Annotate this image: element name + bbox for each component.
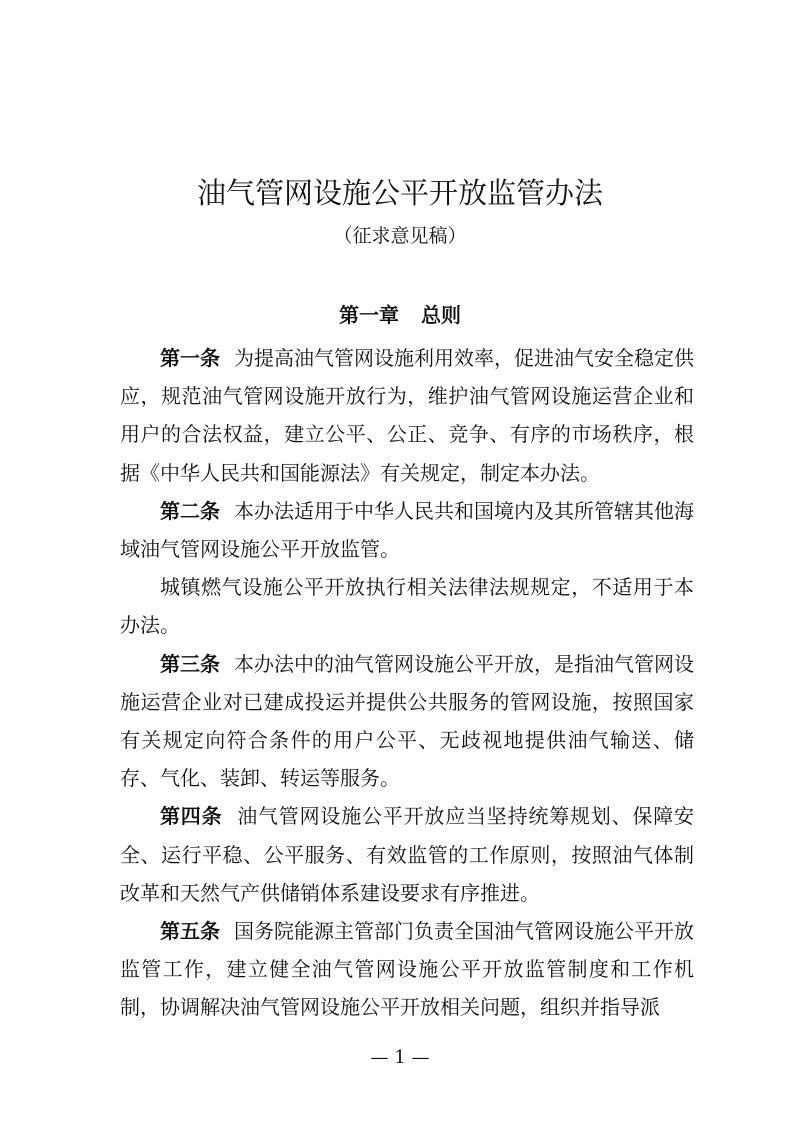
article-label: 第三条: [160, 651, 220, 676]
paragraph: [120, 912, 694, 1027]
paragraph-text: 本办法中的油气管网设施公平开放，是指油气管网设施运营企业对已建成投运并提供公共服务的管网设施，按照国家有关规定向符合条件的用户公平、无歧视地提供油气输送、储存、气化、装卸、转运等服务。: [120, 651, 694, 791]
article-label: 第五条: [160, 919, 220, 944]
chapter-name: 总则: [421, 303, 461, 327]
document-title: 油气管网设施公平开放监管办法: [196, 176, 603, 210]
page-number: — 1 —: [370, 1047, 430, 1068]
article-label: 第二条: [160, 498, 220, 523]
paragraph: [120, 645, 694, 798]
paragraph-text: 国务院能源主管部门负责全国油气管网设施公平开放监管工作，建立健全油气管网设施公平开放监管制度和工作机制，协调解决油气管网设施公平开放相关问题，组织并指导派: [120, 919, 694, 1020]
article-label: 第四条: [160, 804, 223, 829]
paragraph: [120, 339, 694, 492]
document-subtitle: （征求意见稿）: [333, 225, 467, 247]
paragraph-text: 油气管网设施公平开放应当坚持统筹规划、保障安全、运行平稳、公平服务、有效监管的工作原则，按照油气体制改革和天然气产供储销体系建设要求有序推进。: [120, 804, 695, 905]
paragraph-text: 本办法适用于中华人民共和国境内及其所管辖其他海域油气管网设施公平开放监管。: [120, 498, 694, 562]
chapter-number: 第一章: [339, 303, 399, 327]
document-body: [120, 339, 694, 1027]
chapter-heading: [0, 300, 800, 330]
paragraph-text: 为提高油气管网设施利用效率，促进油气安全稳定供应，规范油气管网设施开放行为，维护油气管网设施运营企业和用户的合法权益，建立公平、公正、竞争、有序的市场秩序，根据《中华人民共和国能源法》有关规定，制定本办法。: [120, 346, 694, 485]
paragraph: [120, 492, 694, 568]
article-label: 第一条: [160, 346, 220, 370]
paragraph-text: 城镇燃气设施公平开放执行相关法律法规规定，不适用于本办法。: [120, 575, 694, 638]
paragraph: [120, 568, 694, 644]
paragraph: [120, 797, 694, 912]
